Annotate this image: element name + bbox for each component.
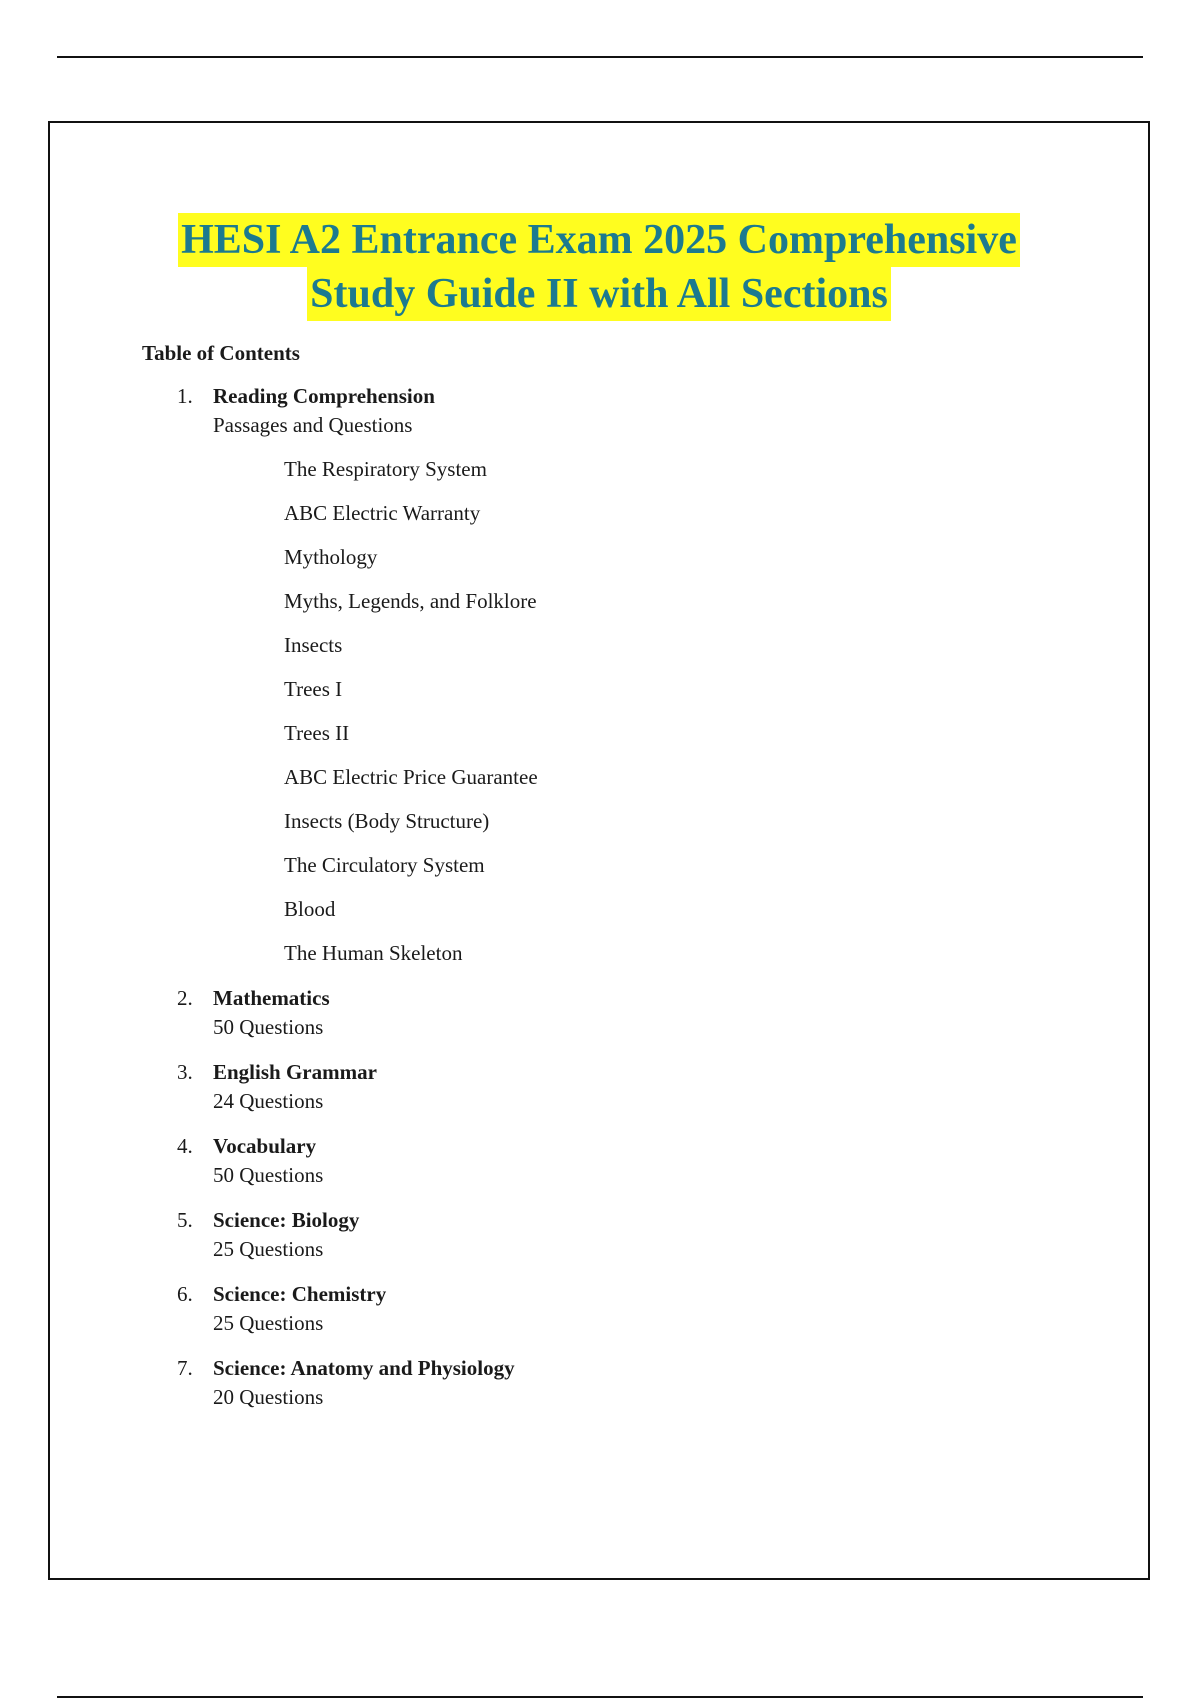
passage-list <box>213 455 942 968</box>
section-subtitle: 24 Questions <box>213 1089 324 1113</box>
section-number: 3. <box>177 1060 193 1084</box>
toc-section-reading <box>142 382 942 968</box>
passage-item: Trees I <box>284 677 343 701</box>
toc-section-vocabulary <box>142 1132 942 1190</box>
section-title: Science: Chemistry <box>213 1282 387 1306</box>
document-title <box>50 213 1148 321</box>
passage-item: ABC Electric Warranty <box>284 501 481 525</box>
section-subtitle: 50 Questions <box>213 1015 324 1039</box>
section-subtitle: 20 Questions <box>213 1385 324 1409</box>
section-subtitle: 25 Questions <box>213 1311 324 1335</box>
section-subtitle: 25 Questions <box>213 1237 324 1261</box>
passage-item: Myths, Legends, and Folklore <box>284 589 537 613</box>
passage-item: Blood <box>284 897 336 921</box>
passage-item: Mythology <box>284 545 378 569</box>
section-number: 2. <box>177 986 193 1010</box>
section-title: Science: Biology <box>213 1208 360 1232</box>
passage-item: The Respiratory System <box>284 457 487 481</box>
toc-section-mathematics <box>142 984 942 1042</box>
section-title: English Grammar <box>213 1060 377 1084</box>
section-subtitle: Passages and Questions <box>213 413 413 437</box>
toc-list <box>142 382 942 1428</box>
toc-section-english-grammar <box>142 1058 942 1116</box>
section-number: 6. <box>177 1282 193 1306</box>
section-title: Reading Comprehension <box>213 384 435 408</box>
toc-section-chemistry <box>142 1280 942 1338</box>
passage-item: The Human Skeleton <box>284 941 463 965</box>
section-title: Science: Anatomy and Physiology <box>213 1356 515 1380</box>
document-page <box>48 121 1150 1580</box>
toc-heading: Table of Contents <box>142 341 300 365</box>
passage-item: Trees II <box>284 721 350 745</box>
bottom-rule <box>57 1696 1143 1698</box>
top-rule <box>57 56 1143 58</box>
section-number: 7. <box>177 1356 193 1380</box>
section-number: 1. <box>177 384 193 408</box>
passage-item: The Circulatory System <box>284 853 485 877</box>
passage-item: Insects (Body Structure) <box>284 809 490 833</box>
toc-section-anatomy-physiology <box>142 1354 942 1412</box>
passage-item: Insects <box>284 633 343 657</box>
title-line-2: Study Guide II with All Sections <box>307 267 891 321</box>
section-subtitle: 50 Questions <box>213 1163 324 1187</box>
toc-section-biology <box>142 1206 942 1264</box>
section-title: Mathematics <box>213 986 330 1010</box>
section-number: 4. <box>177 1134 193 1158</box>
section-number: 5. <box>177 1208 193 1232</box>
section-title: Vocabulary <box>213 1134 317 1158</box>
title-line-1: HESI A2 Entrance Exam 2025 Comprehensive <box>178 213 1020 267</box>
passage-item: ABC Electric Price Guarantee <box>284 765 538 789</box>
